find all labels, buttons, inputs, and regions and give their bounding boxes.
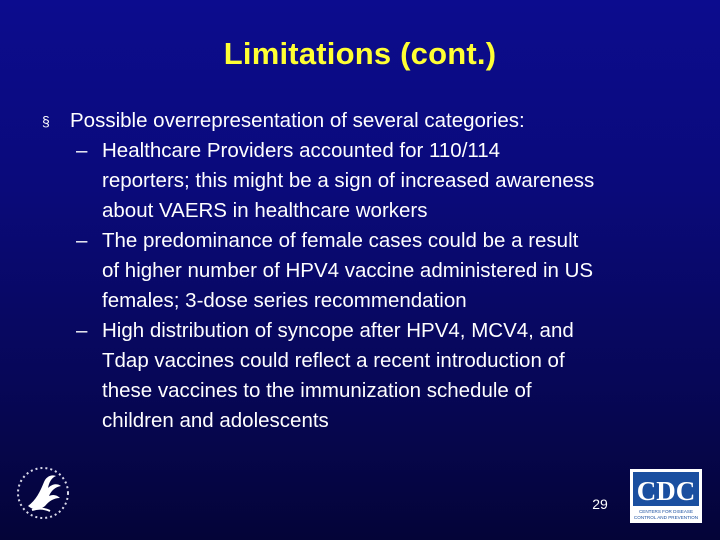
sub-item-1-line-3: about VAERS in healthcare workers bbox=[102, 199, 428, 222]
dash-marker: – bbox=[76, 229, 88, 252]
page-number: 29 bbox=[592, 496, 608, 512]
sub-item-3-line-3: these vaccines to the immunization schedule of bbox=[102, 379, 532, 402]
sub-item-1 bbox=[40, 136, 700, 226]
cdc-logo-text: CDC bbox=[636, 476, 696, 506]
sub-item-1-line-1: Healthcare Providers accounted for 110/114 bbox=[102, 139, 501, 162]
slide-content bbox=[40, 106, 700, 436]
sub-item-3 bbox=[40, 316, 700, 436]
sub-item-2-line-3: females; 3-dose series recommendation bbox=[102, 289, 467, 312]
slide-title: Limitations (cont.) bbox=[223, 36, 497, 71]
sub-item-3-line-4: children and adolescents bbox=[102, 409, 329, 432]
bullet-item bbox=[40, 106, 700, 136]
bullet-marker: § bbox=[42, 113, 50, 129]
bullet-text: Possible overrepresentation of several categories: bbox=[70, 109, 525, 132]
dash-marker: – bbox=[76, 139, 88, 162]
sub-item-3-line-2: Tdap vaccines could reflect a recent introduction of bbox=[102, 349, 565, 372]
sub-item-3-line-1: High distribution of syncope after HPV4, MCV4, and bbox=[102, 319, 574, 342]
cdc-logo-subtext-2: CONTROL AND PREVENTION bbox=[633, 515, 699, 520]
dash-marker: – bbox=[76, 319, 88, 342]
cdc-logo-icon bbox=[630, 469, 702, 523]
sub-item-2-line-1: The predominance of female cases could be a result bbox=[102, 229, 579, 252]
sub-item-2-line-2: of higher number of HPV4 vaccine administered in US bbox=[102, 259, 594, 282]
sub-item-2 bbox=[40, 226, 700, 316]
cdc-logo-subtext-1: CENTERS FOR DISEASE bbox=[638, 509, 694, 514]
hhs-eagle-logo-icon bbox=[14, 462, 72, 524]
sub-item-1-line-2: reporters; this might be a sign of increased awareness bbox=[102, 169, 595, 192]
